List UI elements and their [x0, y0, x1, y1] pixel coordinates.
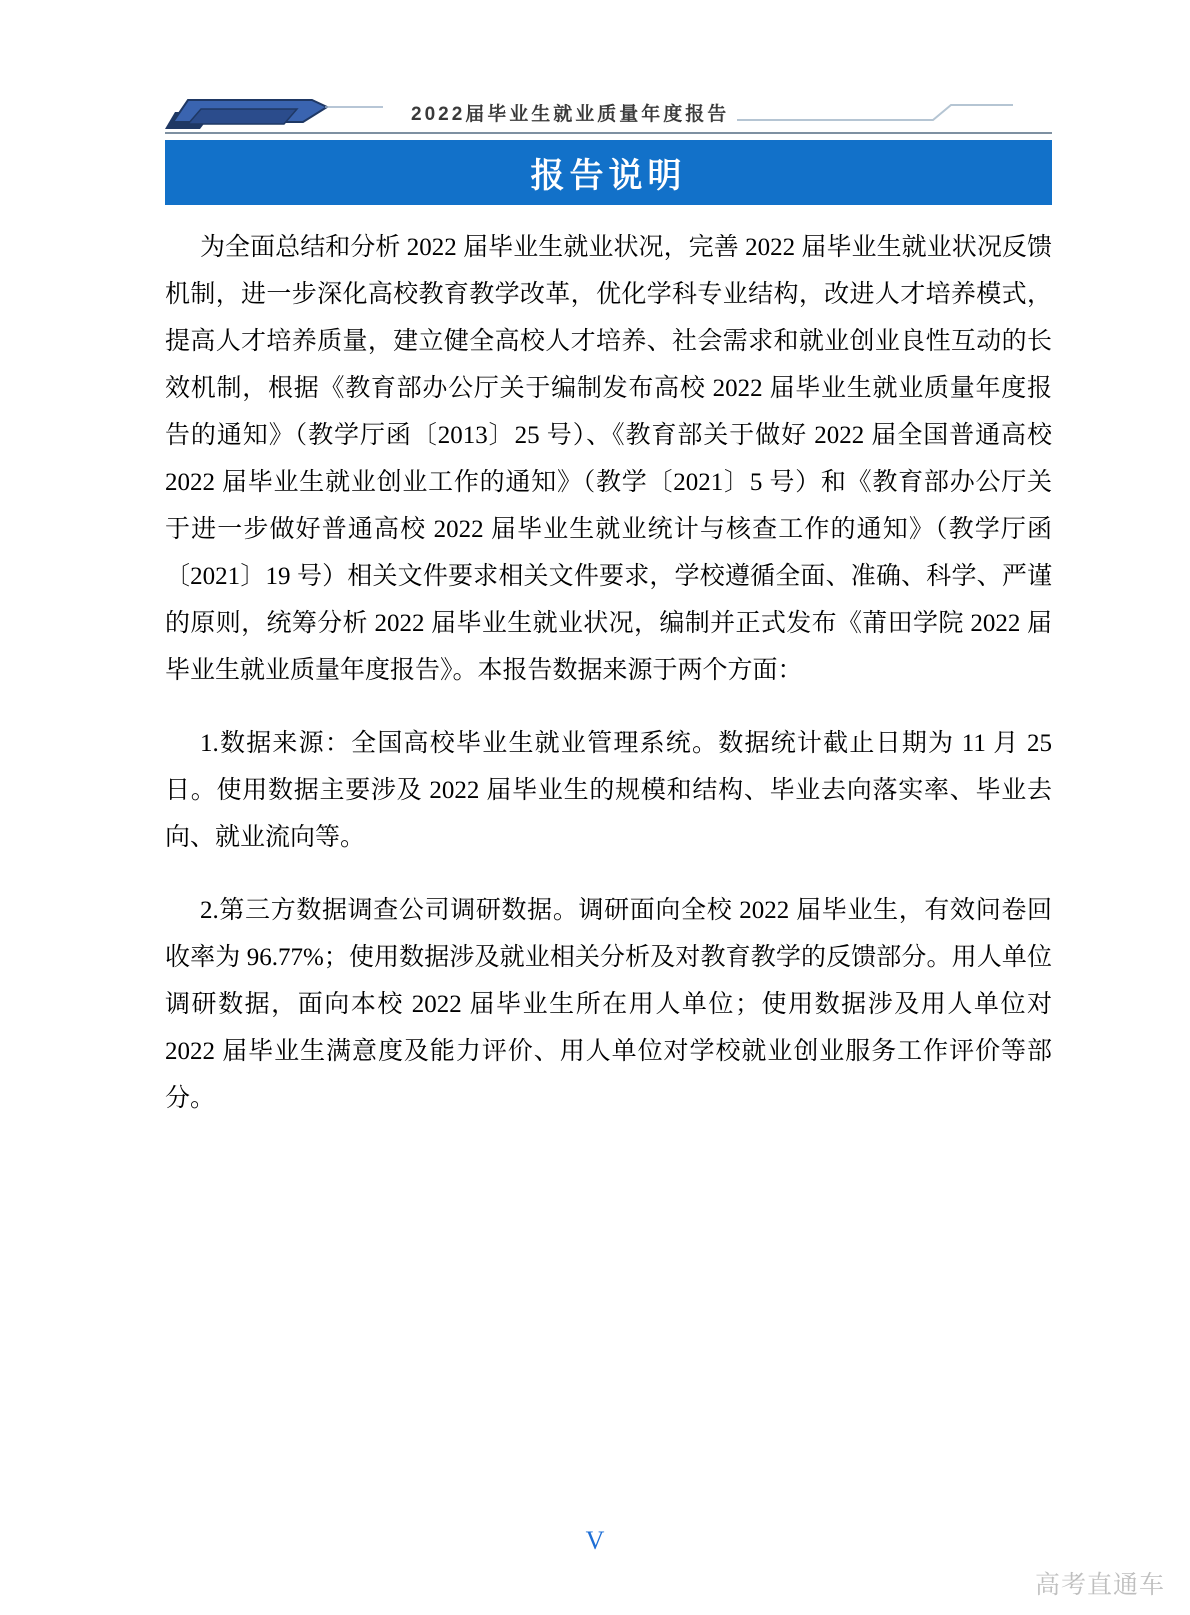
section-title: 报告说明: [530, 157, 687, 195]
paragraph-data-source-system: 1.数据来源：全国高校毕业生就业管理系统。数据统计截止日期为 11 月 25 日。使用数据主要涉及 2022 届毕业生的规模和结构、毕业去向落实率、毕业去向、就业流向等。: [165, 730, 1052, 851]
report-body: [165, 224, 1052, 1148]
running-header-title: 2022届毕业生就业质量年度报告: [411, 104, 730, 125]
page-header: [165, 94, 1052, 134]
page-number: V: [585, 1526, 605, 1555]
header-right-decoration-icon: [737, 94, 1015, 128]
header-left-decoration-icon: [165, 97, 383, 131]
header-underline: [165, 132, 1052, 134]
paragraph-report-intro: 为全面总结和分析 2022 届毕业生就业状况，完善 2022 届毕业生就业状况反馈机制，进一步深化高校教育教学改革，优化学科专业结构，改进人才培养模式，提高人才培养质量，建立健全高校人才培养、社会需求和就业创业良性互动的长效机制，根据《教育部办公厅关于编制发布高校 2022 届毕业生就业质量年度报告的通知》（教学厅函〔2013〕25 号）、《教育部关于做好 2022 届全国普通高校 2022 届毕业生就业创业工作的通知》（教学〔2021〕5 号）和《教育部办公厅关于进一步做好普通高校 2022 届毕业生就业统计与核查工作的通知》（教学厅函〔2021〕19 号）相关文件要求相关文件要求，学校遵循全面、准确、科学、严谨的原则，统筹分析 2022 届毕业生就业状况，编制并正式发布《莆田学院 2022 届毕业生就业质量年度报告》。本报告数据来源于两个方面：: [165, 234, 1052, 684]
watermark-text: 高考直通车: [1034, 1571, 1165, 1599]
section-title-banner: [165, 140, 1052, 205]
paragraph-data-source-survey: 2.第三方数据调查公司调研数据。调研面向全校 2022 届毕业生，有效问卷回收率为 96.77%；使用数据涉及就业相关分析及对教育教学的反馈部分。用人单位调研数据，面向本校 2022 届毕业生所在用人单位；使用数据涉及用人单位对 2022 届毕业生满意度及能力评价、用人单位对学校就业创业服务工作评价等部分。: [165, 897, 1052, 1112]
